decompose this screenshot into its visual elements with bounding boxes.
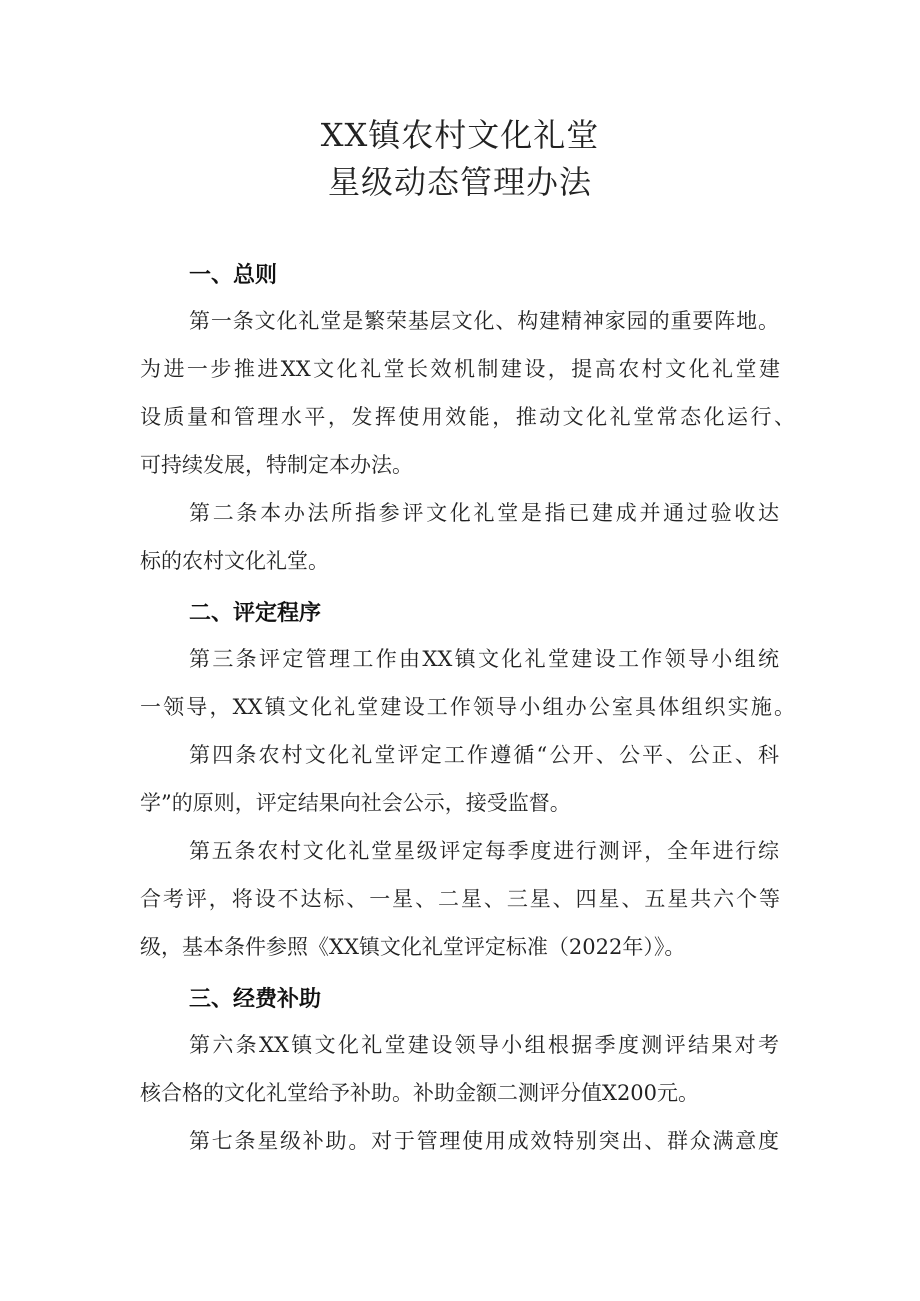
paragraph-line: 第一条文化礼堂是繁荣基层文化、构建精神家园的重要阵地。 (189, 309, 779, 333)
paragraph-line: 第二条本办法所指参评文化礼堂是指已建成并通过验收达 (189, 501, 779, 525)
paragraph-line: 标的农村文化礼堂。 (140, 549, 329, 573)
paragraph-line: 第七条星级补助。对于管理使用成效特别突出、群众满意度 (189, 1129, 779, 1153)
paragraph-line: 第五条农村文化礼堂星级评定每季度进行测评，全年进行综 (189, 839, 779, 863)
section-heading-funding: 三、经费补助 (189, 987, 322, 1012)
paragraph-line: 一领导，XX镇文化礼堂建设工作领导小组办公室具体组织实施。 (140, 695, 795, 719)
section-heading-procedure: 二、评定程序 (189, 601, 322, 626)
paragraph-line: 设质量和管理水平，发挥使用效能，推动文化礼堂常态化运行、 (140, 405, 795, 429)
doc-title-line1: XX镇农村文化礼堂 (320, 116, 600, 154)
paragraph-line: 合考评，将设不达标、一星、二星、三星、四星、五星共六个等 (140, 887, 780, 911)
paragraph-line: 第三条评定管理工作由XX镇文化礼堂建设工作领导小组统 (189, 647, 779, 671)
paragraph-line: 级，基本条件参照《XX镇文化礼堂评定标准（2022年）》。 (140, 935, 686, 959)
paragraph-line: 第六条XX镇文化礼堂建设领导小组根据季度测评结果对考 (189, 1033, 779, 1057)
paragraph-line: 可持续发展，特制定本办法。 (140, 453, 413, 477)
paragraph-line: 为进一步推进XX文化礼堂长效机制建设，提高农村文化礼堂建 (140, 357, 780, 381)
paragraph-line: 核合格的文化礼堂给予补助。补助金额二测评分值X200元。 (140, 1081, 700, 1105)
section-heading-general: 一、总则 (189, 263, 278, 288)
paragraph-line: 学”的原则，评定结果向社会公示，接受监督。 (140, 791, 571, 815)
doc-title-line2: 星级动态管理办法 (327, 163, 592, 201)
paragraph-line: 第四条农村文化礼堂评定工作遵循“公开、公平、公正、科 (189, 743, 779, 767)
